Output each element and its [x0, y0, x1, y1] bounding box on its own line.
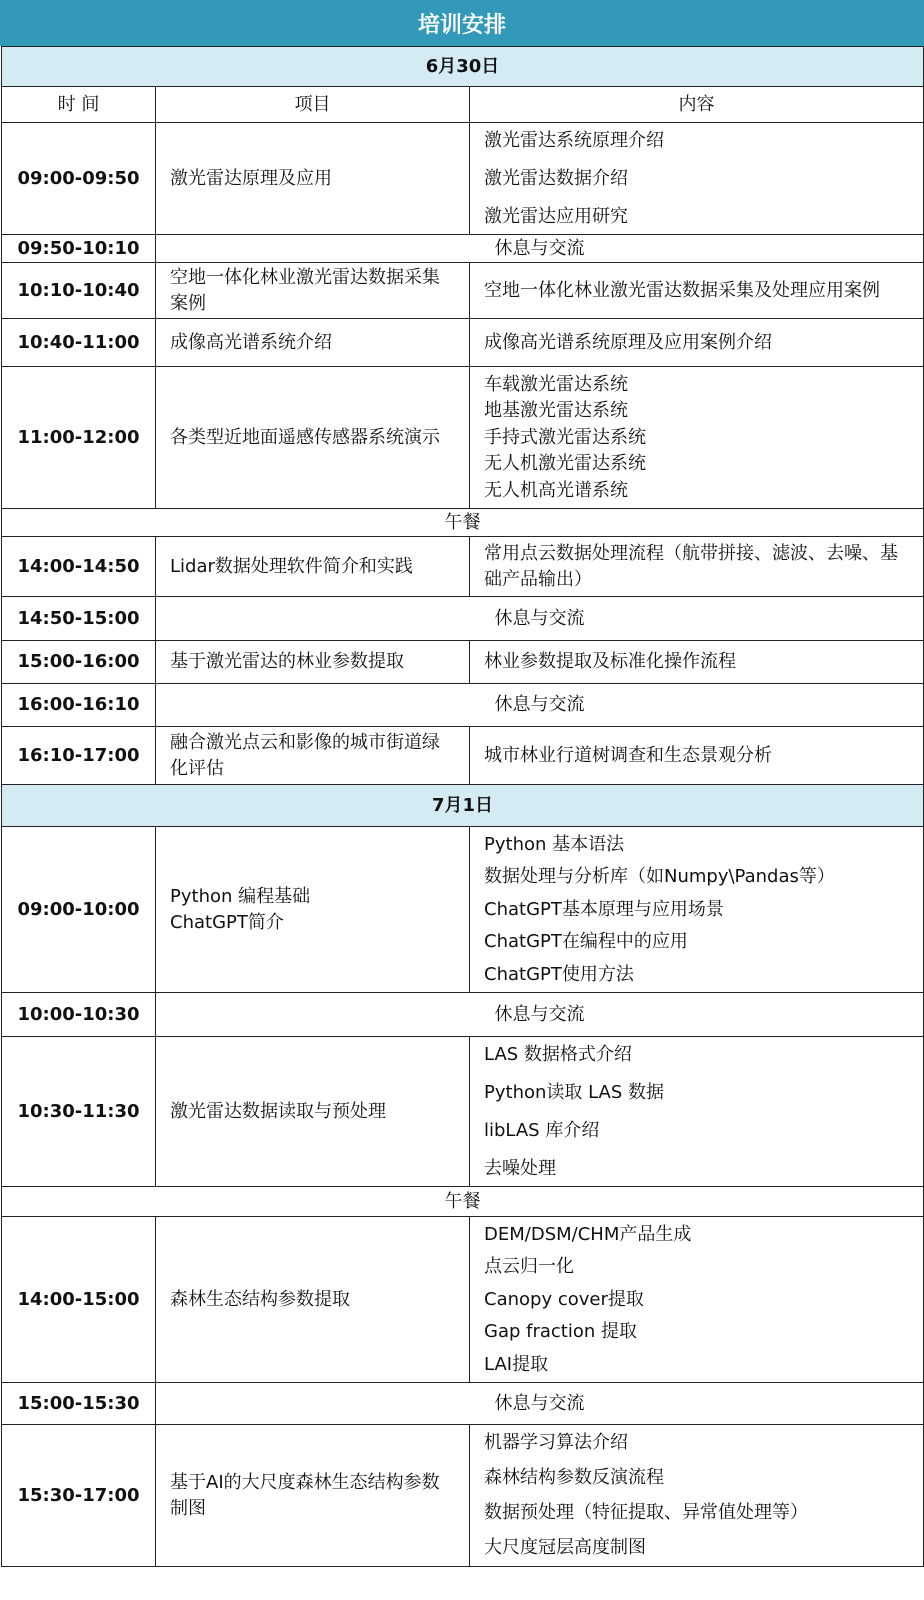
content-item: 激光雷达数据介绍 [484, 167, 628, 189]
content-list [484, 541, 909, 593]
header-time: 时 间 [2, 87, 156, 123]
session-time: 10:40-11:00 [2, 319, 156, 367]
content-list [484, 372, 909, 504]
break-row [2, 235, 924, 263]
content-item: 无人机高光谱系统 [484, 479, 628, 501]
session-row [2, 263, 924, 319]
content-list [484, 743, 909, 769]
break-label: 休息与交流 [156, 684, 924, 727]
session-time: 14:00-14:50 [2, 537, 156, 597]
content-item: 林业参数提取及标准化操作流程 [484, 651, 736, 672]
session-project [156, 123, 470, 235]
session-time: 09:50-10:10 [2, 235, 156, 263]
project-line: 森林生态结构参数提取 [170, 1288, 350, 1310]
content-item: DEM/DSM/CHM产品生成 [484, 1223, 692, 1245]
content-item: 大尺度冠层高度制图 [484, 1537, 646, 1559]
content-item: Gap fraction 提取 [484, 1321, 637, 1342]
session-time: 14:50-15:00 [2, 597, 156, 641]
session-row [2, 319, 924, 367]
project-line: 融合激光点云和影像的城市街道绿化评估 [170, 731, 440, 779]
content-list [484, 128, 909, 230]
content-list [484, 1430, 909, 1562]
content-item: 森林结构参数反演流程 [484, 1466, 664, 1488]
session-time: 11:00-12:00 [2, 367, 156, 509]
session-content [470, 1217, 924, 1383]
session-time: 15:00-16:00 [2, 641, 156, 684]
break-label: 休息与交流 [156, 235, 924, 263]
project-line: Python 编程基础 [170, 885, 311, 907]
session-content [470, 1425, 924, 1567]
content-item: 机器学习算法介绍 [484, 1431, 628, 1453]
header-row [2, 87, 924, 123]
session-time: 09:00-10:00 [2, 827, 156, 993]
project-line: Lidar数据处理软件简介和实践 [170, 555, 413, 577]
content-item: 空地一体化林业激光雷达数据采集及处理应用案例 [484, 279, 880, 301]
content-list [484, 330, 909, 356]
session-content [470, 827, 924, 993]
content-item: 去噪处理 [484, 1157, 556, 1179]
session-row [2, 1037, 924, 1187]
session-project [156, 641, 470, 684]
session-project [156, 727, 470, 785]
content-list [484, 1222, 909, 1378]
content-item: libLAS 库介绍 [484, 1119, 600, 1141]
session-content [470, 319, 924, 367]
session-content [470, 263, 924, 319]
session-time: 10:10-10:40 [2, 263, 156, 319]
content-item: Python 基本语法 [484, 833, 625, 855]
session-time: 10:00-10:30 [2, 993, 156, 1037]
session-content [470, 367, 924, 509]
lunch-label: 午餐 [2, 1187, 924, 1217]
session-project [156, 263, 470, 319]
session-project [156, 1037, 470, 1187]
break-label: 休息与交流 [156, 1383, 924, 1425]
session-project [156, 367, 470, 509]
content-item: 手持式激光雷达系统 [484, 426, 646, 448]
project-line: 空地一体化林业激光雷达数据采集案例 [170, 266, 440, 314]
content-list [484, 278, 909, 304]
header-content: 内容 [470, 87, 924, 123]
session-content [470, 1037, 924, 1187]
content-item: 无人机激光雷达系统 [484, 453, 646, 474]
session-row [2, 367, 924, 509]
session-row [2, 1425, 924, 1567]
session-time: 14:00-15:00 [2, 1217, 156, 1383]
content-item: 车载激光雷达系统 [484, 373, 628, 395]
lunch-label: 午餐 [2, 509, 924, 537]
date-row [2, 785, 924, 827]
project-line: 成像高光谱系统介绍 [170, 331, 332, 353]
content-item: 常用点云数据处理流程（航带拼接、滤波、去噪、基础产品输出） [484, 542, 898, 590]
project-line: 基于AI的大尺度森林生态结构参数制图 [170, 1471, 440, 1519]
session-row [2, 727, 924, 785]
content-item: ChatGPT在编程中的应用 [484, 931, 688, 952]
content-item: 激光雷达应用研究 [484, 205, 628, 227]
page-title: 培训安排 [0, 0, 924, 46]
session-row [2, 123, 924, 235]
session-project [156, 1217, 470, 1383]
break-row [2, 684, 924, 727]
session-content [470, 537, 924, 597]
session-content [470, 123, 924, 235]
break-label: 休息与交流 [156, 993, 924, 1037]
session-content [470, 727, 924, 785]
project-line: 基于激光雷达的林业参数提取 [170, 651, 404, 672]
break-row [2, 1383, 924, 1425]
content-item: ChatGPT使用方法 [484, 963, 634, 985]
content-list [484, 1042, 909, 1182]
session-time: 16:00-16:10 [2, 684, 156, 727]
project-line: 各类型近地面遥感传感器系统演示 [170, 426, 440, 448]
project-line: 激光雷达数据读取与预处理 [170, 1100, 386, 1122]
session-project [156, 1425, 470, 1567]
session-time: 15:00-15:30 [2, 1383, 156, 1425]
date-row [2, 47, 924, 87]
content-list [484, 832, 909, 988]
session-row [2, 537, 924, 597]
session-time: 09:00-09:50 [2, 123, 156, 235]
session-project [156, 319, 470, 367]
content-item: 城市林业行道树调查和生态景观分析 [484, 744, 772, 766]
session-row [2, 1217, 924, 1383]
session-row [2, 641, 924, 684]
session-time: 16:10-17:00 [2, 727, 156, 785]
lunch-row [2, 509, 924, 537]
content-item: LAI提取 [484, 1353, 549, 1375]
date-label: 7月1日 [2, 785, 924, 827]
session-row [2, 827, 924, 993]
content-item: Python读取 LAS 数据 [484, 1081, 665, 1103]
content-item: ChatGPT基本原理与应用场景 [484, 898, 724, 920]
project-line: 激光雷达原理及应用 [170, 167, 332, 189]
break-row [2, 993, 924, 1037]
content-item: 点云归一化 [484, 1256, 574, 1277]
date-label: 6月30日 [2, 47, 924, 87]
content-item: 成像高光谱系统原理及应用案例介绍 [484, 331, 772, 353]
header-project: 项目 [156, 87, 470, 123]
session-project [156, 827, 470, 993]
break-label: 休息与交流 [156, 597, 924, 641]
content-list [484, 649, 909, 675]
content-item: 数据处理与分析库（如Numpy\Pandas等） [484, 866, 835, 887]
break-row [2, 597, 924, 641]
content-item: 地基激光雷达系统 [484, 400, 628, 421]
content-item: Canopy cover提取 [484, 1288, 644, 1310]
schedule-table [1, 46, 924, 1567]
content-item: LAS 数据格式介绍 [484, 1043, 632, 1065]
content-item: 激光雷达系统原理介绍 [484, 129, 664, 151]
session-time: 10:30-11:30 [2, 1037, 156, 1187]
project-line: ChatGPT简介 [170, 911, 284, 933]
lunch-row [2, 1187, 924, 1217]
session-time: 15:30-17:00 [2, 1425, 156, 1567]
session-content [470, 641, 924, 684]
content-item: 数据预处理（特征提取、异常值处理等） [484, 1502, 808, 1524]
session-project [156, 537, 470, 597]
